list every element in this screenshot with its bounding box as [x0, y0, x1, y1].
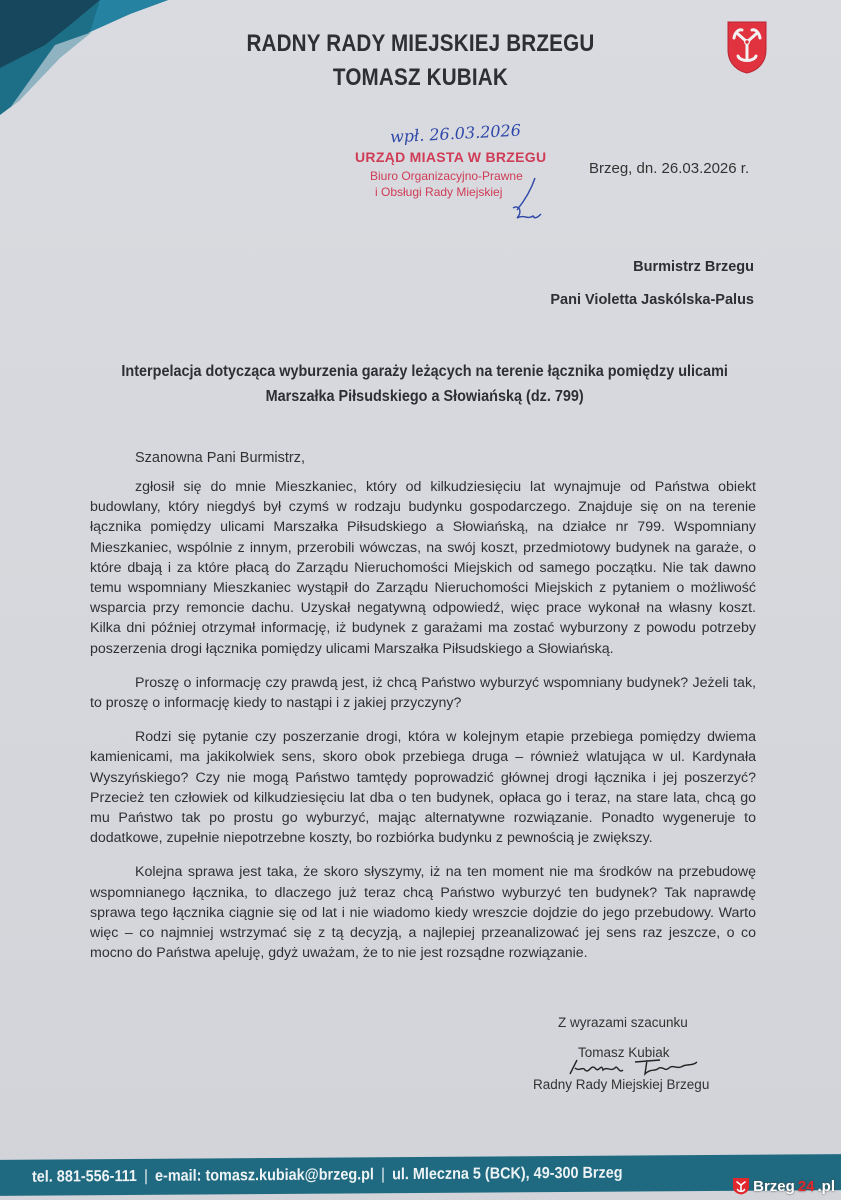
watermark-suffix: .pl: [817, 1177, 835, 1195]
letterhead-title: [59, 27, 782, 95]
letter-subject: [89, 359, 760, 409]
brzeg24-watermark: [732, 1176, 835, 1196]
recipient-title: Burmistrz Brzegu: [633, 259, 754, 275]
body-paragraph: Proszę o informację czy prawdą jest, iż chcą Państwo wyburzyć wspomniany budynek? Jeżeli tak, to proszę o informację kiedy to nastąpi i z jakiej przyczyny?: [90, 674, 756, 712]
footer-phone: tel. 881-556-111: [32, 1167, 137, 1186]
body-paragraph: zgłosił się do mnie Mieszkaniec, który od kilkudziesięciu lat wynajmuje od Państwa obiekt budowlany, który niegdyś był czymś w rodzaju budynku gospodarczego. Znajduje się on na terenie łącznika pomiędzy ulicami Marszałka Piłsudskiego a Słowiańską, na działce nr 799. Wspomniany Mieszkaniec, wspólnie z innym, przerobili wówczas, na swój koszt, przedmiotowy budynek na garaże, o które dbają i za które płacą do Zarządu Nieruchomości Miejskich od samego początku. Nie tak dawno temu wspomniany Mieszkaniec wystąpił do Zarządu Nieruchomości Miejskich z pytaniem o możliwość wsparcia przy remoncie dachu. Uzyskał negatywną odpowiedź, więc prace wykonał na własny koszt. Kilka dni później otrzymał informację, iż budynek z garażami ma zostać wyburzony z powodu potrzeby poszerzenia drogi łącznika pomiędzy ulicami Marszałka Piłsudskiego a Słowiańską.: [90, 479, 756, 657]
footer-address: ul. Mleczna 5 (BCK), 49-300 Brzeg: [392, 1164, 623, 1184]
stamp-initials-signature: [505, 176, 545, 224]
letter-date: Brzeg, dn. 26.03.2026 r.: [589, 160, 750, 177]
signatory-role: Radny Rady Miejskiej Brzegu: [533, 1077, 710, 1092]
salutation: Szanowna Pani Burmistrz,: [135, 450, 306, 466]
body-paragraph: Rodzi się pytanie czy poszerzanie drogi, która w kolejnym etapie przebiega pomiędzy dwiema kamienicami, ma jakikolwiek sens, skoro obok przebiega druga – również wlatująca w ul. Kardynała Wyszyńskiego? Czy nie mogą Państwo tamtędy poprowadzić głównej drogi łącznika i jej poszerzyć? Przecież ten człowiek od kilkudziesięciu lat dba o ten budynek, opłaca go i teraz, na stare lata, chcą go mu Państwo tak po prostu go wyburzyć, mając alternatywne rozwiązanie. Ponadto wygeneruje to dodatkowe, zupełnie niepotrzebne koszty, bo rozbiórka budynku z pewnością je zwiększy.: [90, 729, 756, 847]
closing-greeting: Z wyrazami szacunku: [558, 1015, 688, 1030]
stamp-received-date: wpł. 26.03.2026: [389, 120, 522, 147]
stamp-department-line2: i Obsługi Rady Miejskiej: [375, 185, 503, 199]
letter-body: [90, 477, 756, 963]
subject-line2: Marszałka Piłsudskiego a Słowiańską (dz. 799): [265, 388, 584, 405]
stamp-office-name: URZĄD MIASTA W BRZEGU: [355, 149, 547, 165]
recipient-name: Pani Violetta Jaskólska-Palus: [550, 292, 754, 308]
subject-line1: Interpelacja dotycząca wyburzenia garaży leżących na terenie łącznika pomiędzy ulicami: [121, 363, 728, 380]
watermark-accent: 24: [797, 1177, 815, 1195]
footer-separator: |: [144, 1167, 148, 1185]
body-paragraph: Kolejna sprawa jest taka, że skoro słyszymy, iż na ten moment nie ma środków na przebudowę wspomnianego łącznika, to dlaczego już teraz chcą Państwo wyburzyć ten budynek? Tak naprawdę sprawa tego łącznika ciągnie się od lat i nie wiadomo kiedy wreszcie dojdzie do jego przebudowy. Warto więc – co najmniej wstrzymać się z tą decyzją, a najlepiej przeanalizować jej sens raz jeszcze, o co mocno do Państwa apeluję, gdyż uważam, że to nie jest rozsądne rozwiązanie.: [90, 864, 756, 962]
footer-email: e-mail: tomasz.kubiak@brzeg.pl: [155, 1166, 374, 1185]
coat-of-arms-brzeg-icon: [726, 20, 768, 74]
brzeg24-logo-icon: [732, 1177, 750, 1195]
letterhead-footer: [0, 1154, 841, 1196]
signatory-name: Tomasz Kubiak: [578, 1045, 670, 1060]
letterhead-title-line2: TOMASZ KUBIAK: [332, 64, 508, 91]
letterhead-title-line1: RADNY RADY MIEJSKIEJ BRZEGU: [246, 30, 595, 57]
stamp-department-line1: Biuro Organizacyjno-Prawne: [370, 169, 523, 183]
watermark-brand: Brzeg: [753, 1177, 795, 1195]
footer-separator: |: [381, 1166, 385, 1184]
